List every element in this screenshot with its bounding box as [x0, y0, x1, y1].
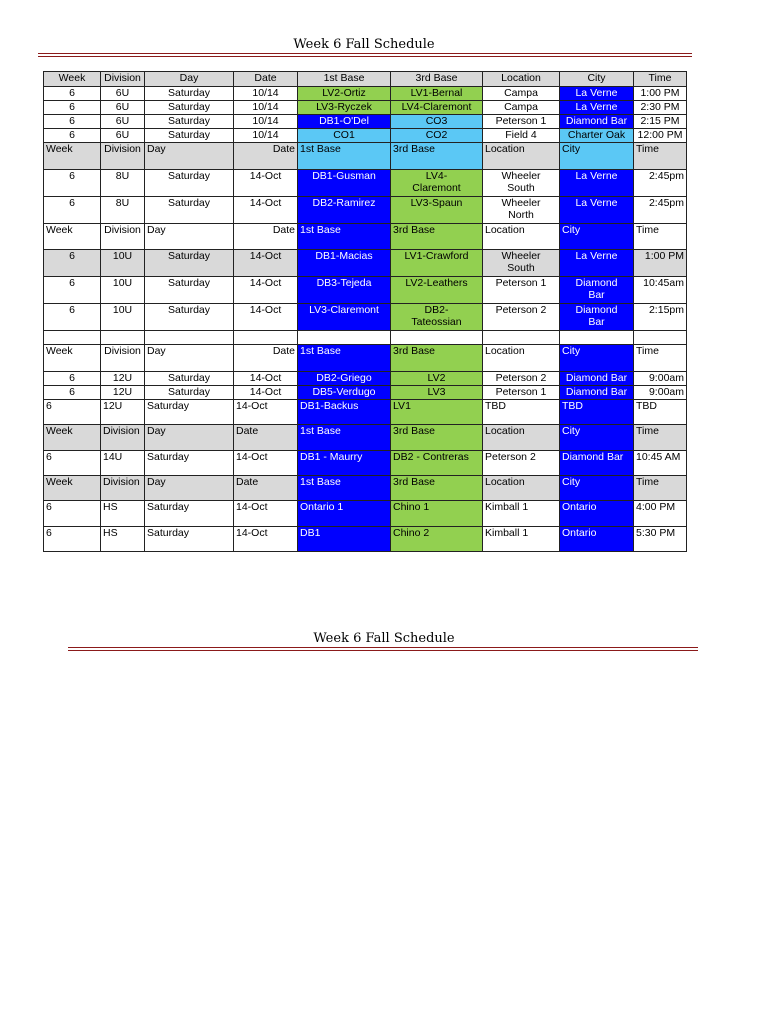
spacer-row — [44, 331, 687, 345]
cell-third-base: DB2 - Contreras — [391, 451, 483, 476]
table-row — [44, 250, 687, 277]
cell-first-base: DB5-Verdugo — [298, 386, 391, 400]
cell-week: 6 — [44, 372, 101, 386]
cell-date: 14-Oct — [234, 277, 298, 304]
cell-week: Week — [44, 345, 101, 372]
cell-time: 2:15pm — [634, 304, 687, 331]
header-third-base: 3rd Base — [391, 72, 483, 87]
cell-day: Saturday — [145, 129, 234, 143]
cell-third-base: LV4- Claremont — [391, 170, 483, 197]
table-row — [44, 277, 687, 304]
cell-location: Field 4 — [483, 129, 560, 143]
cell-week: 6 — [44, 386, 101, 400]
cell-location: Wheeler North — [483, 197, 560, 224]
header-date: Date — [234, 476, 298, 501]
empty-cell — [634, 331, 687, 345]
cell-location: Peterson 1 — [483, 277, 560, 304]
header-day: Day — [145, 476, 234, 501]
cell-week: 6 — [44, 170, 101, 197]
cell-city: City — [560, 345, 634, 372]
cell-third-base: LV2-Leathers — [391, 277, 483, 304]
cell-division: 6U — [101, 101, 145, 115]
cell-first-base: Ontario 1 — [298, 501, 391, 527]
cell-time: 10:45am — [634, 277, 687, 304]
header-row — [44, 476, 687, 501]
cell-day: Day — [145, 224, 234, 250]
cell-time: 5:30 PM — [634, 527, 687, 552]
table-row — [44, 115, 687, 129]
cell-third-base: LV1-Bernal — [391, 87, 483, 101]
header-row — [44, 72, 687, 87]
cell-date: 10/14 — [234, 129, 298, 143]
header-division: Division — [101, 425, 145, 451]
cell-first-base: LV3-Ryczek — [298, 101, 391, 115]
cell-first-base: DB3-Tejeda — [298, 277, 391, 304]
cell-location: TBD — [483, 400, 560, 425]
cell-division: 6U — [101, 87, 145, 101]
cell-day: Day — [145, 345, 234, 372]
cell-time: 1:00 PM — [634, 250, 687, 277]
table-row — [44, 501, 687, 527]
cell-day: Saturday — [145, 451, 234, 476]
table-row — [44, 400, 687, 425]
cell-division: 10U — [101, 250, 145, 277]
cell-third-base: Chino 1 — [391, 501, 483, 527]
cell-location: Peterson 2 — [483, 372, 560, 386]
page-title-bottom: Week 6 Fall Schedule — [313, 631, 455, 646]
cell-week: 6 — [44, 129, 101, 143]
header-third-base: 3rd Base — [391, 143, 483, 170]
cell-date: 14-Oct — [234, 451, 298, 476]
cell-date: Date — [234, 345, 298, 372]
cell-location: Peterson 1 — [483, 115, 560, 129]
header-city: City — [560, 476, 634, 501]
cell-division: Division — [101, 345, 145, 372]
cell-location: Kimball 1 — [483, 527, 560, 552]
cell-day: Saturday — [145, 170, 234, 197]
header-city: City — [560, 143, 634, 170]
cell-division: 12U — [101, 386, 145, 400]
cell-date: 10/14 — [234, 115, 298, 129]
table-row — [44, 170, 687, 197]
cell-third-base: 3rd Base — [391, 345, 483, 372]
cell-week: 6 — [44, 101, 101, 115]
cell-city: Charter Oak — [560, 129, 634, 143]
cell-city: Ontario — [560, 501, 634, 527]
cell-time: 4:00 PM — [634, 501, 687, 527]
cell-division: 6U — [101, 115, 145, 129]
cell-division: 10U — [101, 277, 145, 304]
cell-week: 6 — [44, 250, 101, 277]
cell-time: 9:00am — [634, 386, 687, 400]
cell-location: Location — [483, 345, 560, 372]
cell-third-base: CO3 — [391, 115, 483, 129]
cell-city: La Verne — [560, 87, 634, 101]
header-date: Date — [234, 72, 298, 87]
cell-first-base: DB1 - Maurry — [298, 451, 391, 476]
cell-third-base: CO2 — [391, 129, 483, 143]
table-row — [44, 372, 687, 386]
header-day: Day — [145, 143, 234, 170]
header-time: Time — [634, 143, 687, 170]
table-row — [44, 197, 687, 224]
table-row — [44, 304, 687, 331]
cell-week: 6 — [44, 451, 101, 476]
cell-first-base: LV3-Claremont — [298, 304, 391, 331]
cell-city: La Verne — [560, 170, 634, 197]
cell-city: La Verne — [560, 101, 634, 115]
header-row — [44, 425, 687, 451]
empty-cell — [44, 331, 101, 345]
cell-day: Saturday — [145, 101, 234, 115]
cell-time: 2:30 PM — [634, 101, 687, 115]
header-date: Date — [234, 143, 298, 170]
header-division: Division — [101, 72, 145, 87]
cell-date: 14-Oct — [234, 527, 298, 552]
empty-cell — [145, 331, 234, 345]
page-title: Week 6 Fall Schedule — [293, 37, 435, 52]
cell-time: 10:45 AM — [634, 451, 687, 476]
cell-date: 14-Oct — [234, 501, 298, 527]
cell-date: 10/14 — [234, 87, 298, 101]
header-location: Location — [483, 425, 560, 451]
cell-division: 12U — [101, 400, 145, 425]
cell-date: 14-Oct — [234, 197, 298, 224]
empty-cell — [483, 331, 560, 345]
header-day: Day — [145, 425, 234, 451]
cell-week: 6 — [44, 400, 101, 425]
cell-city: Diamond Bar — [560, 451, 634, 476]
table-row — [44, 224, 687, 250]
cell-city: TBD — [560, 400, 634, 425]
cell-location: Wheeler South — [483, 250, 560, 277]
header-first-base: 1st Base — [298, 143, 391, 170]
cell-first-base: DB2-Ramirez — [298, 197, 391, 224]
schedule-table — [43, 71, 687, 552]
cell-third-base: LV1-Crawford — [391, 250, 483, 277]
cell-day: Saturday — [145, 304, 234, 331]
cell-first-base: 1st Base — [298, 345, 391, 372]
cell-first-base: DB1-Backus — [298, 400, 391, 425]
header-division: Division — [101, 476, 145, 501]
cell-day: Saturday — [145, 197, 234, 224]
cell-location: Peterson 2 — [483, 451, 560, 476]
cell-day: Saturday — [145, 400, 234, 425]
header-first-base: 1st Base — [298, 476, 391, 501]
empty-cell — [391, 331, 483, 345]
cell-division: HS — [101, 501, 145, 527]
cell-city: Diamond Bar — [560, 372, 634, 386]
cell-location: Campa — [483, 101, 560, 115]
cell-third-base: LV3 — [391, 386, 483, 400]
cell-date: 14-Oct — [234, 304, 298, 331]
header-week: Week — [44, 143, 101, 170]
header-time: Time — [634, 476, 687, 501]
cell-date: 14-Oct — [234, 170, 298, 197]
cell-location: Kimball 1 — [483, 501, 560, 527]
cell-division: 6U — [101, 129, 145, 143]
table-row — [44, 87, 687, 101]
cell-day: Saturday — [145, 250, 234, 277]
cell-day: Saturday — [145, 277, 234, 304]
cell-location: Peterson 1 — [483, 386, 560, 400]
cell-week: 6 — [44, 501, 101, 527]
cell-date: 14-Oct — [234, 250, 298, 277]
empty-cell — [560, 331, 634, 345]
cell-time: 2:45pm — [634, 197, 687, 224]
header-week: Week — [44, 425, 101, 451]
cell-day: Saturday — [145, 87, 234, 101]
cell-third-base: DB2- Tateossian — [391, 304, 483, 331]
cell-city: Diamond Bar — [560, 115, 634, 129]
header-division: Division — [101, 143, 145, 170]
cell-third-base: 3rd Base — [391, 224, 483, 250]
cell-division: 8U — [101, 197, 145, 224]
cell-division: 12U — [101, 372, 145, 386]
cell-division: Division — [101, 224, 145, 250]
header-time: Time — [634, 72, 687, 87]
header-third-base: 3rd Base — [391, 425, 483, 451]
table-row — [44, 527, 687, 552]
header-row — [44, 143, 687, 170]
cell-first-base: DB1-Macias — [298, 250, 391, 277]
header-date: Date — [234, 425, 298, 451]
cell-first-base: DB1-Gusman — [298, 170, 391, 197]
cell-week: 6 — [44, 87, 101, 101]
cell-division: 8U — [101, 170, 145, 197]
cell-date: 10/14 — [234, 101, 298, 115]
cell-city: Diamond Bar — [560, 386, 634, 400]
cell-third-base: Chino 2 — [391, 527, 483, 552]
cell-first-base: DB1 — [298, 527, 391, 552]
cell-week: 6 — [44, 115, 101, 129]
cell-time: Time — [634, 345, 687, 372]
cell-third-base: LV1 — [391, 400, 483, 425]
cell-time: 2:45pm — [634, 170, 687, 197]
cell-day: Saturday — [145, 372, 234, 386]
cell-city: Diamond Bar — [560, 277, 634, 304]
cell-city: City — [560, 224, 634, 250]
cell-division: HS — [101, 527, 145, 552]
cell-week: Week — [44, 224, 101, 250]
header-location: Location — [483, 143, 560, 170]
cell-city: La Verne — [560, 250, 634, 277]
cell-time: 12:00 PM — [634, 129, 687, 143]
cell-location: Campa — [483, 87, 560, 101]
cell-day: Saturday — [145, 527, 234, 552]
header-city: City — [560, 425, 634, 451]
cell-city: Ontario — [560, 527, 634, 552]
cell-first-base: CO1 — [298, 129, 391, 143]
table-row — [44, 129, 687, 143]
cell-location: Wheeler South — [483, 170, 560, 197]
cell-first-base: DB2-Griego — [298, 372, 391, 386]
header-city: City — [560, 72, 634, 87]
cell-first-base: LV2-Ortiz — [298, 87, 391, 101]
cell-week: 6 — [44, 304, 101, 331]
header-first-base: 1st Base — [298, 425, 391, 451]
cell-first-base: 1st Base — [298, 224, 391, 250]
empty-cell — [298, 331, 391, 345]
cell-city: Diamond Bar — [560, 304, 634, 331]
cell-day: Saturday — [145, 501, 234, 527]
cell-division: 10U — [101, 304, 145, 331]
header-first-base: 1st Base — [298, 72, 391, 87]
table-row — [44, 451, 687, 476]
table-row — [44, 345, 687, 372]
cell-first-base: DB1-O'Del — [298, 115, 391, 129]
cell-time: 9:00am — [634, 372, 687, 386]
table-row — [44, 386, 687, 400]
cell-third-base: LV4-Claremont — [391, 101, 483, 115]
cell-third-base: LV2 — [391, 372, 483, 386]
cell-location: Location — [483, 224, 560, 250]
header-day: Day — [145, 72, 234, 87]
header-time: Time — [634, 425, 687, 451]
cell-date: Date — [234, 224, 298, 250]
cell-time: TBD — [634, 400, 687, 425]
cell-date: 14-Oct — [234, 386, 298, 400]
cell-division: 14U — [101, 451, 145, 476]
cell-time: 2:15 PM — [634, 115, 687, 129]
cell-third-base: LV3-Spaun — [391, 197, 483, 224]
cell-time: Time — [634, 224, 687, 250]
cell-location: Peterson 2 — [483, 304, 560, 331]
cell-week: 6 — [44, 197, 101, 224]
header-week: Week — [44, 72, 101, 87]
header-third-base: 3rd Base — [391, 476, 483, 501]
title-rule — [38, 53, 692, 57]
cell-time: 1:00 PM — [634, 87, 687, 101]
cell-week: 6 — [44, 527, 101, 552]
empty-cell — [101, 331, 145, 345]
header-week: Week — [44, 476, 101, 501]
cell-week: 6 — [44, 277, 101, 304]
table-row — [44, 101, 687, 115]
cell-date: 14-Oct — [234, 372, 298, 386]
cell-city: La Verne — [560, 197, 634, 224]
cell-day: Saturday — [145, 386, 234, 400]
cell-day: Saturday — [145, 115, 234, 129]
header-location: Location — [483, 72, 560, 87]
title-rule-bottom — [68, 647, 698, 651]
cell-date: 14-Oct — [234, 400, 298, 425]
empty-cell — [234, 331, 298, 345]
header-location: Location — [483, 476, 560, 501]
